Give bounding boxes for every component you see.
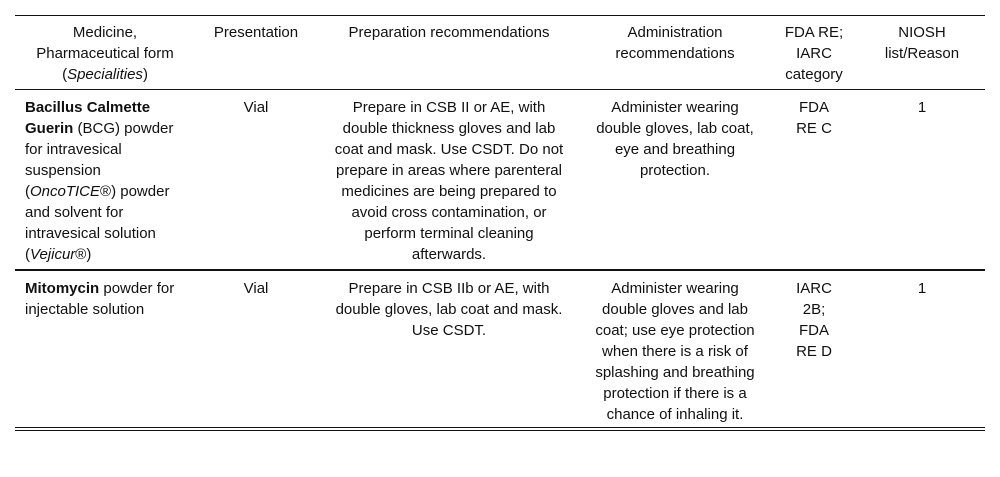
cell-presentation: Vial bbox=[243, 280, 269, 297]
speciality-name: OncoTICE bbox=[30, 183, 101, 200]
cell-presentation: Vial bbox=[243, 99, 269, 116]
administration-text: Administer wearing double gloves, lab coat, eye and breathing protection. bbox=[596, 99, 754, 179]
medicine-form: powder for injectable solution bbox=[25, 280, 175, 318]
fda-line: IARC bbox=[796, 280, 832, 297]
header-preparation: Preparation recommendations bbox=[348, 24, 550, 41]
speciality-form: ®) powder and solvent for intravesical solution ( bbox=[25, 183, 170, 263]
fda-line: FDA bbox=[799, 322, 829, 339]
header-presentation: Presentation bbox=[213, 24, 299, 41]
header-medicine-paren-close: ) bbox=[142, 66, 148, 83]
header-administration: Administration recommendations bbox=[615, 24, 735, 62]
cell-preparation: Prepare in CSB II or AE, with double thickness gloves and lab coat and mask. Use CSDT. Do not prepare in areas where parenteral medicines are being prepared to avoid cross contamination, or perform terminal cleaning afterwards. bbox=[334, 99, 564, 263]
hazardous-drugs-table-container bbox=[15, 15, 985, 431]
header-fda-iarc: FDA RE; IARC category bbox=[784, 24, 844, 83]
cell-fda-iarc bbox=[769, 270, 859, 427]
hazardous-drugs-table bbox=[15, 15, 985, 427]
table-row bbox=[15, 90, 985, 271]
fda-line: RE C bbox=[796, 120, 832, 137]
table-row bbox=[15, 270, 985, 427]
table-header-row bbox=[15, 16, 985, 90]
table-bottom-rule bbox=[15, 427, 985, 431]
cell-niosh: 1 bbox=[917, 99, 927, 116]
medicine-form: (BCG) powder for intravesical suspension ( bbox=[25, 120, 174, 200]
cell-preparation: Prepare in CSB IIb or AE, with double gloves, lab coat and mask. Use CSDT. bbox=[335, 280, 563, 339]
cell-administration bbox=[581, 90, 769, 271]
cell-medicine bbox=[15, 270, 195, 427]
fda-line: FDA bbox=[799, 99, 829, 116]
header-medicine-specialities: Specialities bbox=[67, 66, 143, 83]
header-medicine-line2: Pharmaceutical form bbox=[36, 45, 174, 62]
fda-line: 2B; bbox=[802, 301, 826, 318]
header-medicine bbox=[15, 16, 195, 90]
cell-fda-iarc bbox=[769, 90, 859, 271]
header-niosh: NIOSH list/Reason bbox=[884, 24, 960, 62]
speciality-name: Vejicur bbox=[30, 246, 76, 263]
cell-niosh: 1 bbox=[917, 280, 927, 297]
cell-administration bbox=[581, 270, 769, 427]
header-medicine-paren-open: ( bbox=[62, 66, 68, 83]
speciality-mark: ®) bbox=[75, 246, 92, 263]
medicine-name: Mitomycin bbox=[25, 280, 100, 297]
header-medicine-line1: Medicine, bbox=[72, 24, 138, 41]
cell-medicine bbox=[15, 90, 195, 271]
medicine-name: Bacillus Calmette Guerin bbox=[25, 99, 151, 137]
administration-text: Administer wearing double gloves and lab coat; use eye protection when there is a risk of splashing and breathing protection if there is a chance of inhaling it. bbox=[595, 280, 755, 423]
fda-line: RE D bbox=[796, 343, 832, 360]
